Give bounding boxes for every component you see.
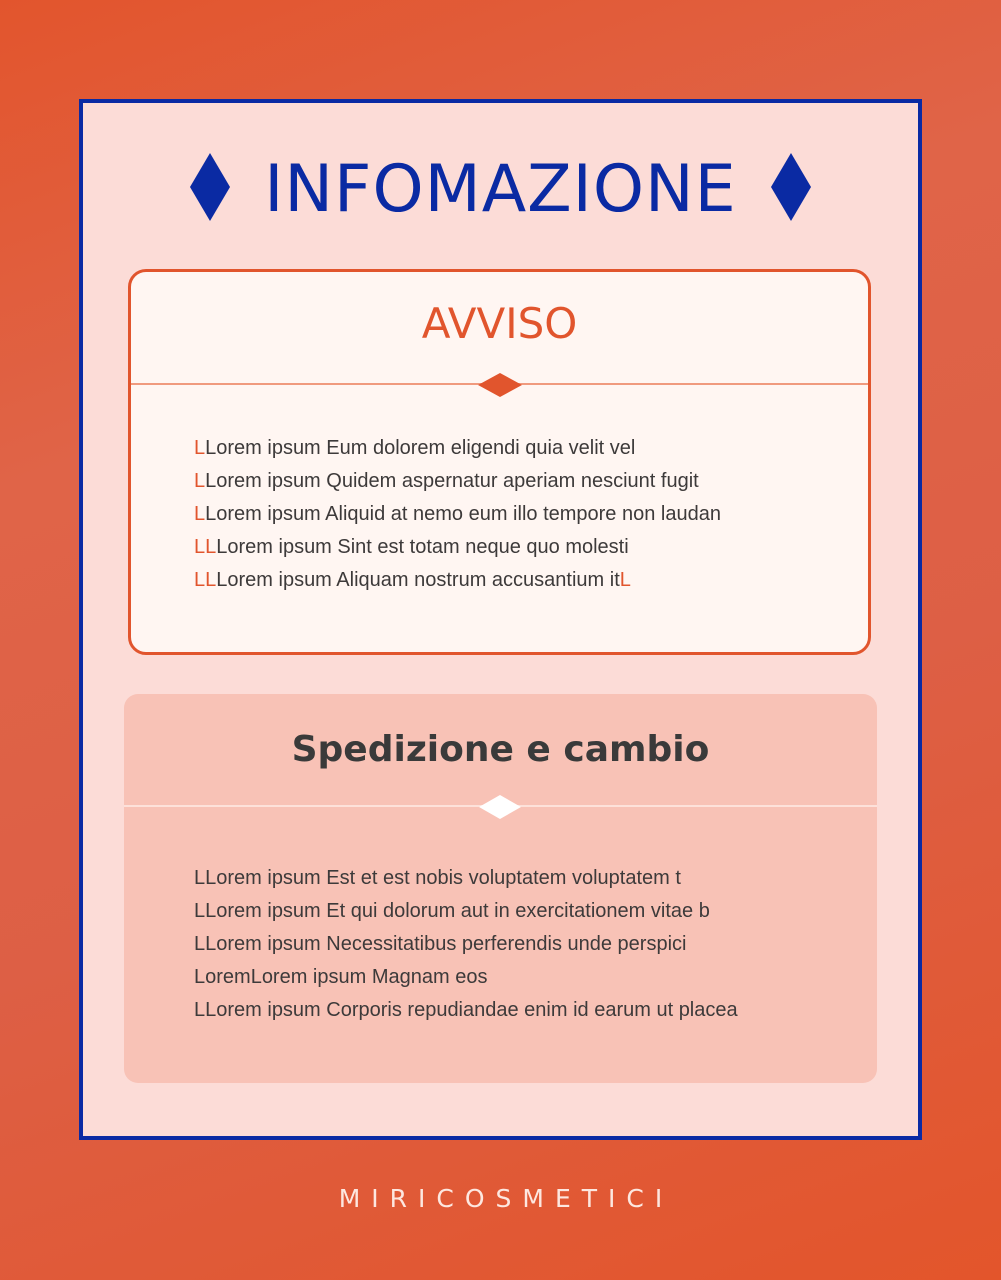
shipping-divider-diamond-icon bbox=[479, 795, 521, 819]
notice-card bbox=[128, 269, 871, 655]
left-diamond-icon bbox=[190, 153, 230, 221]
notice-item bbox=[194, 531, 721, 564]
notice-item-text: Lorem ipsum Sint est totam neque quo molesti bbox=[216, 536, 629, 558]
notice-item bbox=[194, 498, 721, 531]
notice-item-text: Lorem ipsum Quidem aspernatur aperiam nesciunt fugit bbox=[205, 470, 699, 492]
notice-item bbox=[194, 432, 721, 465]
shipping-item: LLorem ipsum Corporis repudiandae enim id earum ut placea bbox=[194, 999, 738, 1021]
notice-list bbox=[194, 432, 721, 597]
notice-item-trail: L bbox=[619, 569, 631, 591]
info-frame bbox=[79, 99, 922, 1140]
notice-item-accent: LL bbox=[194, 569, 217, 591]
notice-item bbox=[194, 564, 721, 597]
right-diamond-icon bbox=[771, 153, 811, 221]
notice-item-accent: LL bbox=[194, 536, 217, 558]
brand-name: MIRICOSMETICI bbox=[338, 1184, 674, 1213]
shipping-list bbox=[194, 862, 738, 1027]
page-title: INFOMAZIONE bbox=[264, 151, 737, 227]
notice-item-text: Lorem ipsum Aliquid at nemo eum illo tempore non laudan bbox=[205, 503, 721, 525]
shipping-item: LLorem ipsum Est et est nobis voluptatem voluptatem t bbox=[194, 867, 681, 889]
notice-item bbox=[194, 465, 721, 498]
notice-divider-diamond-icon bbox=[478, 373, 522, 397]
notice-item-accent: L bbox=[194, 503, 206, 525]
notice-item-text: Lorem ipsum Eum dolorem eligendi quia velit vel bbox=[205, 437, 636, 459]
notice-item-accent: L bbox=[194, 437, 206, 459]
title-row bbox=[83, 145, 918, 229]
shipping-heading: Spedizione e cambio bbox=[291, 729, 710, 770]
notice-heading: AVVISO bbox=[421, 299, 578, 348]
shipping-item: LLorem ipsum Et qui dolorum aut in exercitationem vitae b bbox=[194, 900, 710, 922]
shipping-card bbox=[124, 694, 877, 1083]
notice-item-accent: L bbox=[194, 470, 206, 492]
shipping-item: LLorem ipsum Necessitatibus perferendis unde perspici bbox=[194, 933, 687, 955]
notice-item-text: Lorem ipsum Aliquam nostrum accusantium it bbox=[216, 569, 620, 591]
shipping-item: LoremLorem ipsum Magnam eos bbox=[194, 966, 488, 988]
